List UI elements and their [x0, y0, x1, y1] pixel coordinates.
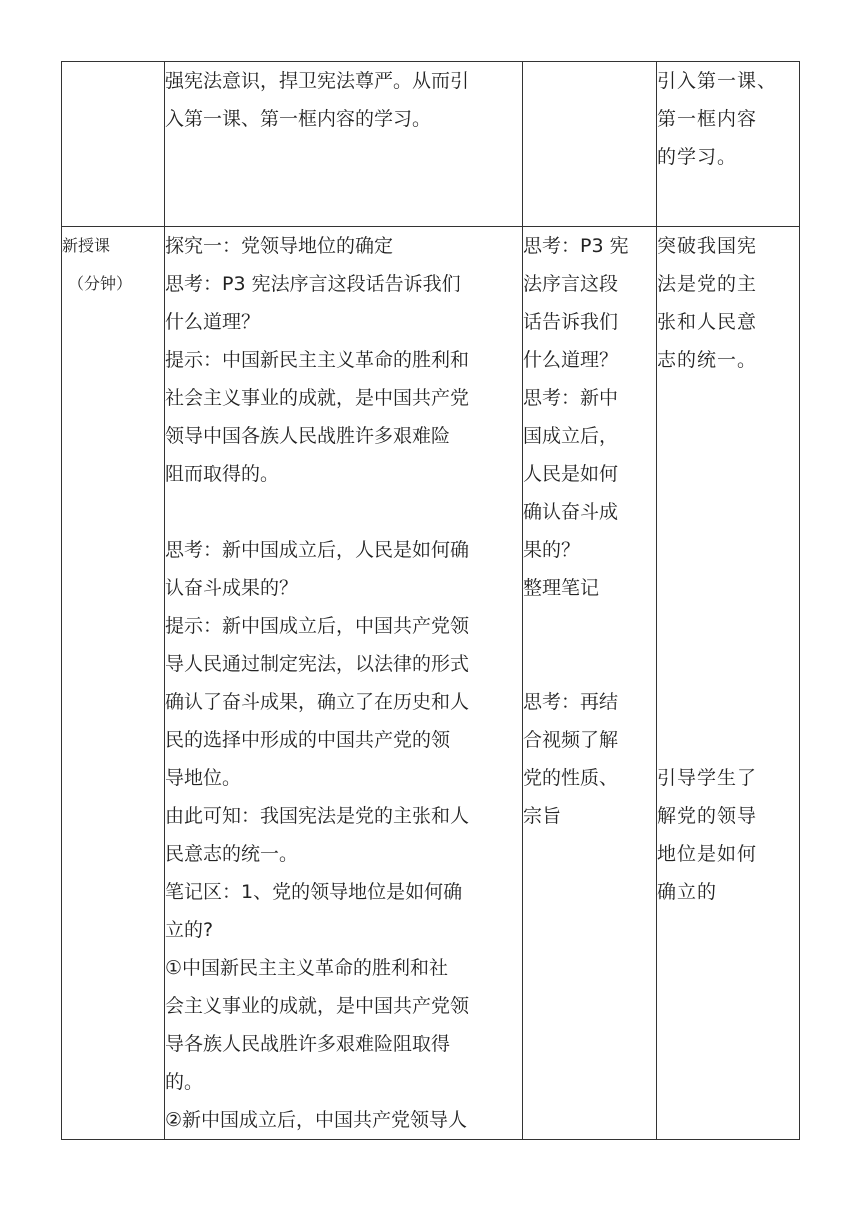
text-line: ②新中国成立后，中国共产党领导人 — [165, 1109, 468, 1131]
text-line: 确认了奋斗成果，确立了在历史和人 — [165, 691, 470, 713]
text-line: 突破我国宪 — [657, 235, 758, 257]
text-line: 引导学生了 — [657, 767, 758, 789]
text-line: 什么道理？ — [165, 311, 261, 333]
text-line: 民意志的统一。 — [165, 843, 299, 865]
blank-line — [657, 455, 799, 493]
text-line: 思考：P3 宪 — [523, 235, 629, 257]
text-line: 导地位。 — [165, 767, 242, 789]
text-line: 合视频了解 — [523, 729, 619, 751]
text-line: 法序言这段 — [523, 273, 619, 295]
text-line: 的。 — [165, 1071, 204, 1093]
blank-line — [523, 645, 656, 683]
text-line: 入第一课、第一框内容的学习。 — [165, 108, 432, 130]
text-line: ①中国新民主主义革命的胜利和社 — [165, 957, 449, 979]
intro-phase-cell — [62, 62, 165, 227]
text-line: 提示：新中国成立后，中国共产党领 — [165, 615, 470, 637]
phase-duration: （分钟） — [68, 274, 133, 293]
text-line: 第一框内容 — [657, 108, 758, 130]
text-line: 国成立后， — [523, 425, 619, 447]
blank-line — [657, 607, 799, 645]
new-lesson-row — [62, 227, 800, 1140]
text-line: 民的选择中形成的中国共产党的领 — [165, 729, 451, 751]
text-line: 思考：P3 宪法序言这段话告诉我们 — [165, 273, 461, 295]
new-lesson-phase-cell — [62, 227, 165, 1140]
text-line: 确认奋斗成 — [523, 501, 619, 523]
text-line: 引入第一课、 — [657, 70, 778, 92]
text-line: 的学习。 — [657, 146, 738, 168]
blank-line — [657, 645, 799, 683]
text-line: 解党的领导 — [657, 805, 758, 827]
blank-line — [657, 379, 799, 417]
text-line: 果的？ — [523, 539, 581, 561]
lesson-plan-table — [61, 61, 800, 1140]
intro-student-cell — [523, 62, 657, 227]
text-line: 阻而取得的。 — [165, 463, 280, 485]
blank-line — [657, 569, 799, 607]
text-line: 社会主义事业的成就，是中国共产党 — [165, 387, 470, 409]
blank-line — [657, 417, 799, 455]
teacher-activity-cell — [165, 227, 523, 1140]
design-intent-cell — [657, 227, 800, 1140]
text-line: 笔记区：1、党的领导地位是如何确 — [165, 881, 463, 903]
blank-line — [657, 721, 799, 759]
intro-teacher-cell — [165, 62, 523, 227]
text-line: 领导中国各族人民战胜许多艰难险 — [165, 425, 451, 447]
text-line: 认奋斗成果的？ — [165, 577, 299, 599]
text-line: 整理笔记 — [523, 577, 600, 599]
text-line: 由此可知：我国宪法是党的主张和人 — [165, 805, 470, 827]
text-line: 提示：中国新民主主义革命的胜利和 — [165, 349, 470, 371]
text-line: 什么道理？ — [523, 349, 619, 371]
text-line: 导各族人民战胜许多艰难险阻取得 — [165, 1033, 451, 1055]
text-line: 确立的 — [657, 881, 718, 903]
text-line: 志的统一。 — [657, 349, 758, 371]
intro-row — [62, 62, 800, 227]
text-line: 思考：新中国成立后，人民是如何确 — [165, 539, 470, 561]
blank-line — [657, 531, 799, 569]
text-line: 党的性质、 — [523, 767, 619, 789]
text-line: 法是党的主 — [657, 273, 758, 295]
blank-line — [523, 607, 656, 645]
text-line: 话告诉我们 — [523, 311, 619, 333]
text-line: 立的? — [165, 919, 214, 941]
text-line: 思考：新中 — [523, 387, 619, 409]
text-line: 思考：再结 — [523, 691, 619, 713]
blank-line — [165, 493, 522, 531]
phase-label: 新授课 — [62, 236, 111, 255]
blank-line — [657, 493, 799, 531]
blank-line — [657, 683, 799, 721]
text-line: 地位是如何 — [657, 843, 758, 865]
intro-intent-cell — [657, 62, 800, 227]
text-line: 人民是如何 — [523, 463, 619, 485]
student-activity-cell — [523, 227, 657, 1140]
text-line: 宗旨 — [523, 805, 562, 827]
text-line: 张和人民意 — [657, 311, 758, 333]
text-line: 强宪法意识，捍卫宪法尊严。从而引 — [165, 70, 470, 92]
text-line: 导人民通过制定宪法，以法律的形式 — [165, 653, 470, 675]
text-line: 会主义事业的成就，是中国共产党领 — [165, 995, 470, 1017]
text-line: 探究一：党领导地位的确定 — [165, 235, 394, 257]
